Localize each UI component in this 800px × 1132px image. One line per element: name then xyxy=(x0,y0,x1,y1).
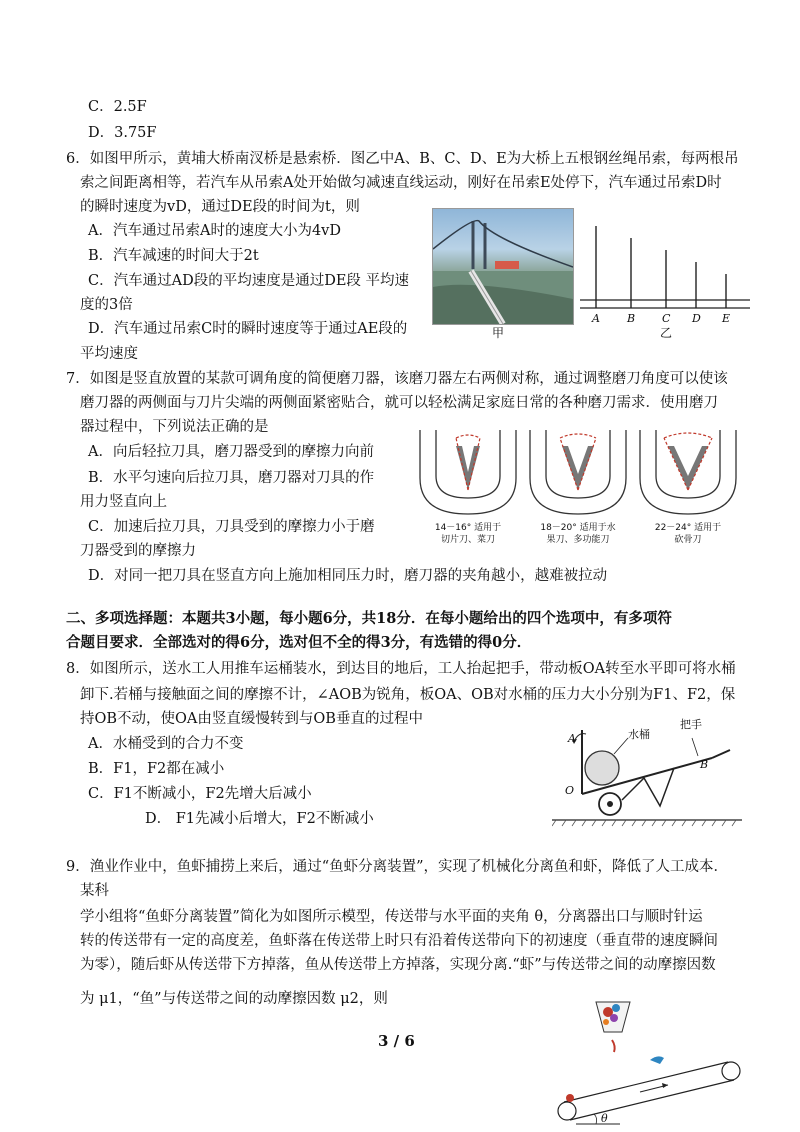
q9-line4: 转的传送带有一定的高度差，鱼虾落在传送带上时只有沿着传送带向下的初速度（垂直带的速度瞬间 xyxy=(80,933,718,949)
q8-option-b: B．F1，F2都在减小 xyxy=(88,761,225,777)
q8-line1: 8．如图所示，送水工人用推车运桶装水，到达目的地后，工人抬起把手，带动板OA转至水平即可将水桶 xyxy=(66,661,736,677)
option-c-top: C．2.5F xyxy=(88,99,147,115)
q7-line3: 器过程中，下列说法正确的是 xyxy=(80,419,269,435)
label-A: A xyxy=(568,732,576,745)
q6-option-b: B．汽车减速的时间大于2t xyxy=(88,248,259,264)
q7-line1: 7．如图是竖直放置的某款可调角度的简便磨刀器，该磨刀器左右两侧对称，通过调整磨刀角度可以使该 xyxy=(66,371,728,387)
fig-yi-label: 乙 xyxy=(660,326,673,340)
q6-option-d-line2: 平均速度 xyxy=(80,346,138,362)
caption-3-line2: 砍骨刀 xyxy=(674,535,702,545)
q8-line3: 持OB不动，使OA由竖直缓慢转到与OB垂直的过程中 xyxy=(80,711,423,727)
q9-line6: 为 μ1，“鱼”与传送带之间的动摩擦因数 μ2，则 xyxy=(80,991,388,1007)
point-e-label: E xyxy=(722,312,731,325)
q7-option-c-line2: 刀器受到的摩擦力 xyxy=(80,543,196,559)
section2-line2: 合题目要求．全部选对的得6分，选对但不全的得3分，有选错的得0分． xyxy=(66,634,532,651)
q7-option-c-line1: C．加速后拉刀具，刀具受到的摩擦力小于磨 xyxy=(88,519,375,535)
theta-label: θ xyxy=(601,1112,608,1125)
q8-line2: 卸下.若桶与接触面之间的摩擦不计，∠AOB为锐角，板OA、OB对水桶的压力大小分别为F1、F2，保 xyxy=(80,687,736,703)
q7-option-b-line1: B．水平匀速向后拉刀具，磨刀器对刀具的作 xyxy=(88,470,375,486)
q6-option-c-line2: 度的3倍 xyxy=(80,297,133,313)
sharpener-diagram xyxy=(416,428,740,518)
q6-option-a: A．汽车通过吊索A时的速度大小为4vD xyxy=(88,223,341,239)
q9-line3: 学小组将“鱼虾分离装置”简化为如图所示模型，传送带与水平面的夹角 θ，分离器出口与顺时针运 xyxy=(80,909,703,925)
point-c-label: C xyxy=(662,312,671,325)
label-O: O xyxy=(565,784,575,797)
caption-1-line1: 14－16° 适用于 xyxy=(434,523,502,533)
point-d-label: D xyxy=(692,312,701,325)
conveyor-diagram xyxy=(550,984,750,1130)
q9-line1: 9．渔业作业中，鱼虾捕捞上来后，通过“鱼虾分离装置”，实现了机械化分离鱼和虾，降低了人工成本． xyxy=(66,859,729,875)
section2-line1: 二、多项选择题：本题共3小题，每小题6分，共18分．在每小题给出的四个选项中，有多项符 xyxy=(66,610,672,627)
q7-line2: 磨刀器的两侧面与刀片尖端的两侧面紧密贴合，就可以轻松满足家庭日常的各种磨刀需求．使用磨刀 xyxy=(80,395,718,411)
q9-line5: 为零），随后虾从传送带下方掉落，鱼从传送带上方掉落，实现分离.“虾”与传送带之间的动摩擦因数 xyxy=(80,957,716,973)
q8-option-a: A．水桶受到的合力不变 xyxy=(88,736,244,752)
q7-option-a: A．向后轻拉刀具，磨刀器受到的摩擦力向前 xyxy=(88,444,374,460)
q6-line1: 6．如图甲所示，黄埔大桥南汊桥是悬索桥．图乙中A、B、C、D、E为大桥上五根钢丝绳吊索，每两根吊 xyxy=(66,151,739,167)
caption-2-line2: 果刀、多功能刀 xyxy=(546,535,610,545)
q8-option-c: C．F1不断减小，F2先增大后减小 xyxy=(88,786,312,802)
point-a-label: A xyxy=(592,312,600,325)
caption-3-line1: 22－24° 适用于 xyxy=(654,523,722,533)
q9-line2: 某科 xyxy=(80,883,109,899)
point-b-label: B xyxy=(627,312,636,325)
q6-line3: 的瞬时速度为vD，通过DE段的时间为t，则 xyxy=(80,199,360,215)
label-bashou: 把手 xyxy=(680,718,702,731)
q6-option-c-line1: C．汽车通过AD段的平均速度是通过DE段 平均速 xyxy=(88,273,410,289)
option-d-top: D．3.75F xyxy=(88,125,157,141)
caption-1 xyxy=(420,522,516,546)
label-B: B xyxy=(700,758,709,771)
q7-option-d: D．对同一把刀具在竖直方向上施加相同压力时，磨刀器的夹角越小，越难被拉动 xyxy=(88,568,608,584)
label-tong: 水桶 xyxy=(628,728,650,741)
q7-option-b-line2: 用力竖直向上 xyxy=(80,494,167,510)
caption-2 xyxy=(526,522,630,546)
fig-jia-label: 甲 xyxy=(492,326,505,340)
caption-1-line2: 切片刀、菜刀 xyxy=(440,535,495,545)
page-number: 3 / 6 xyxy=(378,1032,415,1050)
caption-2-line1: 18－20° 适用于水 xyxy=(540,523,616,533)
q6-option-d-line1: D．汽车通过吊索C时的瞬时速度等于通过AE段的 xyxy=(88,321,408,337)
bridge-photo xyxy=(432,208,574,325)
q6-line2: 索之间距离相等，若汽车从吊索A处开始做匀减速直线运动，刚好在吊索E处停下，汽车通过吊索D时 xyxy=(80,175,722,191)
q8-option-d: D． F1先减小后增大，F2不断减小 xyxy=(145,811,374,827)
caption-3 xyxy=(638,522,738,546)
